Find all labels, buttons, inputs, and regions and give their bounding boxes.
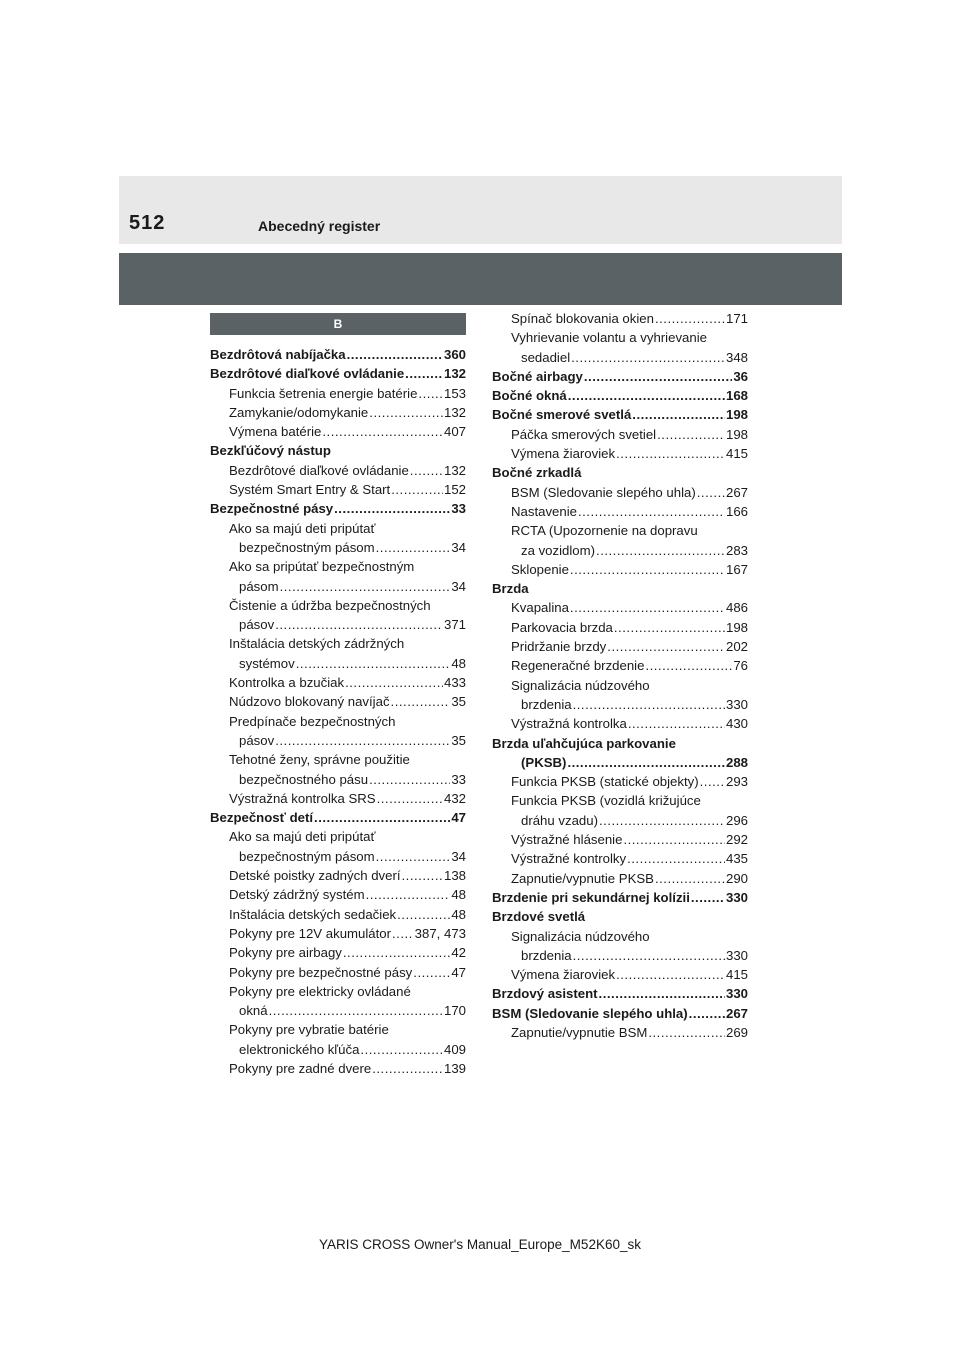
- entry-title: Detské poistky zadných dverí: [229, 868, 401, 884]
- entry-page-number: 293: [725, 774, 748, 790]
- entry-title: Pridržanie brzdy: [511, 639, 607, 655]
- entry-title: Brzdové svetlá: [492, 909, 586, 925]
- dot-leader: [391, 692, 451, 711]
- entry-title: Signalizácia núdzového: [511, 928, 650, 944]
- dot-leader: [345, 673, 443, 692]
- dot-leader: [418, 384, 443, 403]
- entry-title: Pokyny pre 12V akumulátor: [229, 925, 391, 941]
- index-entry-sub: [210, 827, 466, 846]
- dot-leader: [410, 461, 443, 480]
- dot-leader: [616, 965, 725, 984]
- entry-page-number: 267: [725, 1005, 748, 1021]
- index-entry-main: [492, 386, 748, 405]
- dot-leader: [616, 444, 725, 463]
- entry-page-number: 132: [443, 366, 466, 382]
- dot-leader: [402, 866, 443, 885]
- dot-leader: [570, 560, 725, 579]
- entry-page-number: 167: [725, 561, 748, 577]
- entry-page-number: 292: [725, 832, 748, 848]
- entry-title: Funkcia šetrenia energie batérie: [229, 385, 418, 401]
- dot-leader: [369, 770, 450, 789]
- dot-leader: [700, 772, 725, 791]
- entry-page-number: 330: [725, 696, 748, 712]
- index-entry-main: [492, 463, 748, 482]
- dot-leader: [657, 425, 725, 444]
- entry-title: sedadiel: [521, 349, 571, 365]
- index-column-right: [492, 309, 748, 1042]
- entry-page-number: 415: [725, 967, 748, 983]
- entry-title: BSM (Sledovanie slepého uhla): [511, 484, 696, 500]
- entry-title: Nastavenie: [511, 503, 577, 519]
- index-entry-sub: [492, 946, 748, 965]
- entry-page-number: 48: [451, 655, 466, 671]
- index-entry-sub: [210, 1001, 466, 1020]
- index-entry-sub: [492, 328, 748, 347]
- entry-page-number: 35: [451, 732, 466, 748]
- entry-title: Kontrolka a bzučiak: [229, 675, 345, 691]
- index-entry-sub: [210, 422, 466, 441]
- dot-leader: [573, 695, 725, 714]
- header-band: [119, 176, 842, 244]
- entry-page-number: 430: [725, 716, 748, 732]
- entry-page-number: 34: [451, 848, 466, 864]
- entry-title: Páčka smerových svetiel: [511, 426, 657, 442]
- index-entry-sub: [210, 750, 466, 769]
- entry-page-number: 47: [451, 964, 466, 980]
- index-entry-main: [492, 367, 748, 386]
- dot-leader: [614, 618, 725, 637]
- entry-title: Regeneračné brzdenie: [511, 658, 645, 674]
- entry-title: Núdzovo blokovaný navíjač: [229, 694, 390, 710]
- entry-page-number: 296: [725, 812, 748, 828]
- index-entry-sub: [492, 656, 748, 675]
- index-entry-main: [210, 808, 466, 827]
- dot-leader: [599, 984, 725, 1003]
- index-entry-sub: [210, 982, 466, 1001]
- entry-page-number: 387, 473: [414, 925, 466, 941]
- entry-page-number: 35: [451, 694, 466, 710]
- dot-leader: [347, 345, 443, 364]
- entry-title: bezpečnostným pásom: [239, 848, 375, 864]
- index-entry-sub: [492, 598, 748, 617]
- dot-leader: [632, 405, 725, 424]
- entry-title: elektronického kľúča: [239, 1041, 360, 1057]
- dot-leader: [391, 480, 443, 499]
- index-entry-sub: [492, 772, 748, 791]
- index-entry-sub: [210, 596, 466, 615]
- index-entry-sub: [210, 480, 466, 499]
- dot-leader: [322, 422, 443, 441]
- dot-leader: [369, 403, 443, 422]
- entry-title: Brzdový asistent: [492, 986, 598, 1002]
- entry-page-number: 371: [443, 617, 466, 633]
- entry-title: Funkcia PKSB (vozidlá križujúce: [511, 793, 701, 809]
- entry-title: pásov: [239, 617, 275, 633]
- dot-leader: [689, 1004, 725, 1023]
- entry-page-number: 33: [451, 501, 466, 517]
- dot-leader: [573, 946, 725, 965]
- entry-page-number: 48: [451, 887, 466, 903]
- index-entry-sub: [210, 866, 466, 885]
- entry-title: Parkovacia brzda: [511, 619, 613, 635]
- entry-title: Bezkľúčový nástup: [210, 443, 331, 459]
- entry-page-number: 47: [451, 810, 466, 826]
- dot-leader: [599, 811, 725, 830]
- index-entry-sub: [210, 885, 466, 904]
- index-entry-sub: [210, 384, 466, 403]
- index-entry-sub: [210, 692, 466, 711]
- entry-page-number: 288: [725, 754, 748, 770]
- entry-page-number: 48: [451, 906, 466, 922]
- dot-leader: [628, 714, 725, 733]
- index-entry-sub: [210, 1020, 466, 1039]
- entry-title: Bezdrôtové diaľkové ovládanie: [210, 366, 405, 382]
- index-column-left: [210, 313, 466, 1078]
- index-entry-sub: [492, 830, 748, 849]
- entry-title: Výmena žiaroviek: [511, 967, 616, 983]
- entry-title: bezpečnostným pásom: [239, 539, 375, 555]
- index-entry-sub: [210, 1040, 466, 1059]
- entry-title: Bezdrôtové diaľkové ovládanie: [229, 462, 409, 478]
- index-entry-sub: [210, 924, 466, 943]
- entry-page-number: 415: [725, 446, 748, 462]
- entry-page-number: 330: [725, 986, 748, 1002]
- entry-page-number: 138: [443, 868, 466, 884]
- index-entry-sub: [492, 309, 748, 328]
- index-list-left: [210, 345, 466, 1078]
- entry-title: Bezdrôtová nabíjačka: [210, 347, 346, 362]
- entry-title: Výstražné kontrolky: [511, 851, 627, 867]
- dot-leader: [627, 849, 725, 868]
- dot-leader: [343, 943, 450, 962]
- entry-title: Pokyny pre elektricky ovládané: [229, 983, 411, 999]
- entry-title: Pokyny pre airbagy: [229, 945, 342, 961]
- entry-title: pásom: [239, 578, 279, 594]
- entry-page-number: 34: [451, 539, 466, 555]
- entry-title: bezpečnostného pásu: [239, 771, 369, 787]
- index-entry-main: [210, 441, 466, 460]
- dot-leader: [334, 499, 450, 518]
- index-entry-sub: [210, 731, 466, 750]
- entry-title: Výstražné hlásenie: [511, 832, 623, 848]
- entry-title: Spínač blokovania okien: [511, 311, 654, 326]
- entry-page-number: 267: [725, 484, 748, 500]
- entry-title: Inštalácia detských zádržných: [229, 636, 405, 652]
- index-list-right: [492, 309, 748, 1042]
- dot-leader: [655, 309, 725, 328]
- entry-title: Bočné smerové svetlá: [492, 407, 632, 423]
- entry-page-number: 76: [733, 658, 748, 674]
- entry-page-number: 290: [725, 870, 748, 886]
- entry-page-number: 153: [443, 385, 466, 401]
- header-dark-band: [119, 253, 842, 305]
- entry-title: Pokyny pre zadné dvere: [229, 1060, 372, 1076]
- index-entry-sub: [210, 577, 466, 596]
- entry-title: Ako sa majú deti pripútať: [229, 520, 376, 536]
- entry-title: (PKSB): [521, 754, 567, 770]
- entry-page-number: 486: [725, 600, 748, 616]
- dot-leader: [584, 367, 732, 386]
- index-entry-sub: [210, 403, 466, 422]
- dot-leader: [697, 483, 725, 502]
- index-entry-sub: [492, 483, 748, 502]
- entry-page-number: 170: [443, 1003, 466, 1019]
- dot-leader: [372, 1059, 443, 1078]
- entry-title: Výmena žiaroviek: [511, 446, 616, 462]
- index-entry-sub: [492, 1023, 748, 1042]
- entry-title: Čistenie a údržba bezpečnostných: [229, 597, 431, 613]
- entry-title: brzdenia: [521, 696, 572, 712]
- entry-title: Brzda: [492, 581, 529, 597]
- dot-leader: [607, 637, 725, 656]
- entry-page-number: 330: [725, 947, 748, 963]
- entry-page-number: 132: [443, 404, 466, 420]
- entry-title: Výmena batérie: [229, 424, 322, 440]
- entry-page-number: 360: [443, 347, 466, 362]
- entry-page-number: 330: [725, 889, 748, 905]
- entry-page-number: 409: [443, 1041, 466, 1057]
- entry-title: Predpínače bezpečnostných: [229, 713, 396, 729]
- index-entry-sub: [210, 557, 466, 576]
- entry-title: Inštalácia detských sedačiek: [229, 906, 397, 922]
- entry-title: Zapnutie/vypnutie BSM: [511, 1024, 648, 1040]
- index-entry-sub: [492, 811, 748, 830]
- entry-title: Ako sa pripútať bezpečnostným: [229, 559, 415, 575]
- entry-title: za vozidlom): [521, 542, 596, 558]
- index-letter-heading: B: [210, 313, 466, 335]
- dot-leader: [623, 830, 725, 849]
- entry-page-number: 42: [451, 945, 466, 961]
- index-entry-sub: [210, 712, 466, 731]
- dot-leader: [377, 789, 443, 808]
- index-entry-sub: [492, 444, 748, 463]
- entry-page-number: 132: [443, 462, 466, 478]
- index-entry-sub: [492, 869, 748, 888]
- entry-title: Brzdenie pri sekundárnej kolízii: [492, 889, 690, 905]
- dot-leader: [392, 924, 414, 943]
- entry-page-number: 198: [725, 619, 748, 635]
- index-entry-sub: [492, 676, 748, 695]
- entry-page-number: 432: [443, 790, 466, 806]
- entry-page-number: 34: [451, 578, 466, 594]
- dot-leader: [413, 963, 450, 982]
- dot-leader: [376, 538, 451, 557]
- index-entry-sub: [210, 1059, 466, 1078]
- dot-leader: [275, 615, 443, 634]
- entry-title: Tehotné ženy, správne použitie: [229, 752, 410, 768]
- index-entry-main: [210, 345, 466, 364]
- entry-title: Ako sa majú deti pripútať: [229, 829, 376, 845]
- entry-page-number: 168: [725, 388, 748, 404]
- entry-title: BSM (Sledovanie slepého uhla): [492, 1005, 688, 1021]
- dot-leader: [596, 541, 725, 560]
- entry-title: Kvapalina: [511, 600, 569, 616]
- entry-title: Bočné okná: [492, 388, 567, 404]
- dot-leader: [376, 847, 451, 866]
- entry-page-number: 33: [451, 771, 466, 787]
- entry-title: Výstražná kontrolka: [511, 716, 627, 732]
- index-entry-sub: [492, 927, 748, 946]
- entry-title: Zapnutie/vypnutie PKSB: [511, 870, 654, 886]
- entry-page-number: 407: [443, 424, 466, 440]
- index-entry-main: [492, 753, 748, 772]
- dot-leader: [567, 753, 725, 772]
- index-entry-sub: [210, 461, 466, 480]
- entry-title: Bočné airbagy: [492, 368, 583, 384]
- entry-title: Vyhrievanie volantu a vyhrievanie: [511, 330, 707, 346]
- entry-page-number: 348: [725, 349, 748, 365]
- entry-title: Zamykanie/odomykanie: [229, 404, 369, 420]
- entry-page-number: 198: [725, 426, 748, 442]
- index-entry-sub: [210, 789, 466, 808]
- entry-page-number: 433: [443, 675, 466, 691]
- index-entry-main: [492, 579, 748, 598]
- entry-title: Funkcia PKSB (statické objekty): [511, 774, 699, 790]
- dot-leader: [570, 598, 725, 617]
- index-entry-sub: [210, 538, 466, 557]
- section-title: Abecedný register: [258, 218, 381, 234]
- index-entry-main: [492, 1004, 748, 1023]
- dot-leader: [280, 577, 451, 596]
- entry-title: RCTA (Upozornenie na dopravu: [511, 523, 698, 539]
- index-entry-sub: [492, 618, 748, 637]
- entry-title: Pokyny pre bezpečnostné pásy: [229, 964, 413, 980]
- index-entry-sub: [210, 963, 466, 982]
- index-entry-sub: [210, 673, 466, 692]
- index-entry-sub: [492, 348, 748, 367]
- index-entry-main: [210, 499, 466, 518]
- index-entry-sub: [492, 502, 748, 521]
- entry-page-number: 283: [725, 542, 748, 558]
- entry-title: Bezpečnostné pásy: [210, 501, 334, 517]
- page-number: 512: [129, 212, 166, 234]
- index-entry-sub: [210, 770, 466, 789]
- dot-leader: [568, 386, 725, 405]
- page-footer: YARIS CROSS Owner's Manual_Europe_M52K60_sk: [319, 1237, 641, 1252]
- index-entry-main: [210, 364, 466, 383]
- index-entry-sub: [210, 615, 466, 634]
- index-entry-main: [492, 888, 748, 907]
- index-entry-sub: [492, 695, 748, 714]
- entry-title: okná: [239, 1003, 268, 1019]
- index-entry-sub: [492, 560, 748, 579]
- dot-leader: [296, 654, 451, 673]
- index-entry-sub: [492, 521, 748, 540]
- dot-leader: [397, 905, 450, 924]
- index-entry-sub: [492, 541, 748, 560]
- dot-leader: [655, 869, 725, 888]
- entry-page-number: 198: [725, 407, 748, 423]
- index-entry-sub: [492, 965, 748, 984]
- entry-title: Systém Smart Entry & Start: [229, 482, 391, 498]
- entry-title: Výstražná kontrolka SRS: [229, 790, 376, 806]
- entry-title: Sklopenie: [511, 561, 569, 577]
- entry-title: Detský zádržný systém: [229, 887, 365, 903]
- index-entry-main: [492, 734, 748, 753]
- dot-leader: [366, 885, 451, 904]
- index-entry-sub: [210, 519, 466, 538]
- index-entry-sub: [492, 425, 748, 444]
- entry-page-number: 171: [725, 311, 748, 326]
- index-entry-sub: [492, 849, 748, 868]
- dot-leader: [314, 808, 450, 827]
- index-entry-main: [492, 907, 748, 926]
- entry-page-number: 202: [725, 639, 748, 655]
- dot-leader: [691, 888, 725, 907]
- entry-title: Signalizácia núdzového: [511, 677, 650, 693]
- entry-title: brzdenia: [521, 947, 572, 963]
- dot-leader: [269, 1001, 443, 1020]
- entry-page-number: 269: [725, 1024, 748, 1040]
- dot-leader: [405, 364, 443, 383]
- index-entry-sub: [210, 943, 466, 962]
- entry-page-number: 152: [443, 482, 466, 498]
- entry-page-number: 435: [725, 851, 748, 867]
- entry-title: Bezpečnosť detí: [210, 810, 314, 826]
- index-entry-main: [492, 984, 748, 1003]
- index-entry-sub: [210, 847, 466, 866]
- entry-title: pásov: [239, 732, 275, 748]
- index-entry-sub: [210, 905, 466, 924]
- index-entry-sub: [492, 714, 748, 733]
- entry-page-number: 139: [443, 1060, 466, 1076]
- index-entry-sub: [492, 637, 748, 656]
- entry-title: systémov: [239, 655, 295, 671]
- entry-title: Pokyny pre vybratie batérie: [229, 1022, 389, 1038]
- dot-leader: [578, 502, 725, 521]
- dot-leader: [571, 348, 725, 367]
- dot-leader: [645, 656, 732, 675]
- index-entry-sub: [210, 634, 466, 653]
- entry-page-number: 166: [725, 503, 748, 519]
- dot-leader: [360, 1040, 443, 1059]
- index-entry-sub: [492, 791, 748, 810]
- entry-title: Bočné zrkadlá: [492, 465, 582, 481]
- dot-leader: [275, 731, 450, 750]
- index-entry-main: [492, 405, 748, 424]
- entry-page-number: 36: [733, 368, 748, 384]
- dot-leader: [648, 1023, 725, 1042]
- entry-title: Brzda uľahčujúca parkovanie: [492, 735, 676, 751]
- index-entry-sub: [210, 654, 466, 673]
- entry-title: dráhu vzadu): [521, 812, 598, 828]
